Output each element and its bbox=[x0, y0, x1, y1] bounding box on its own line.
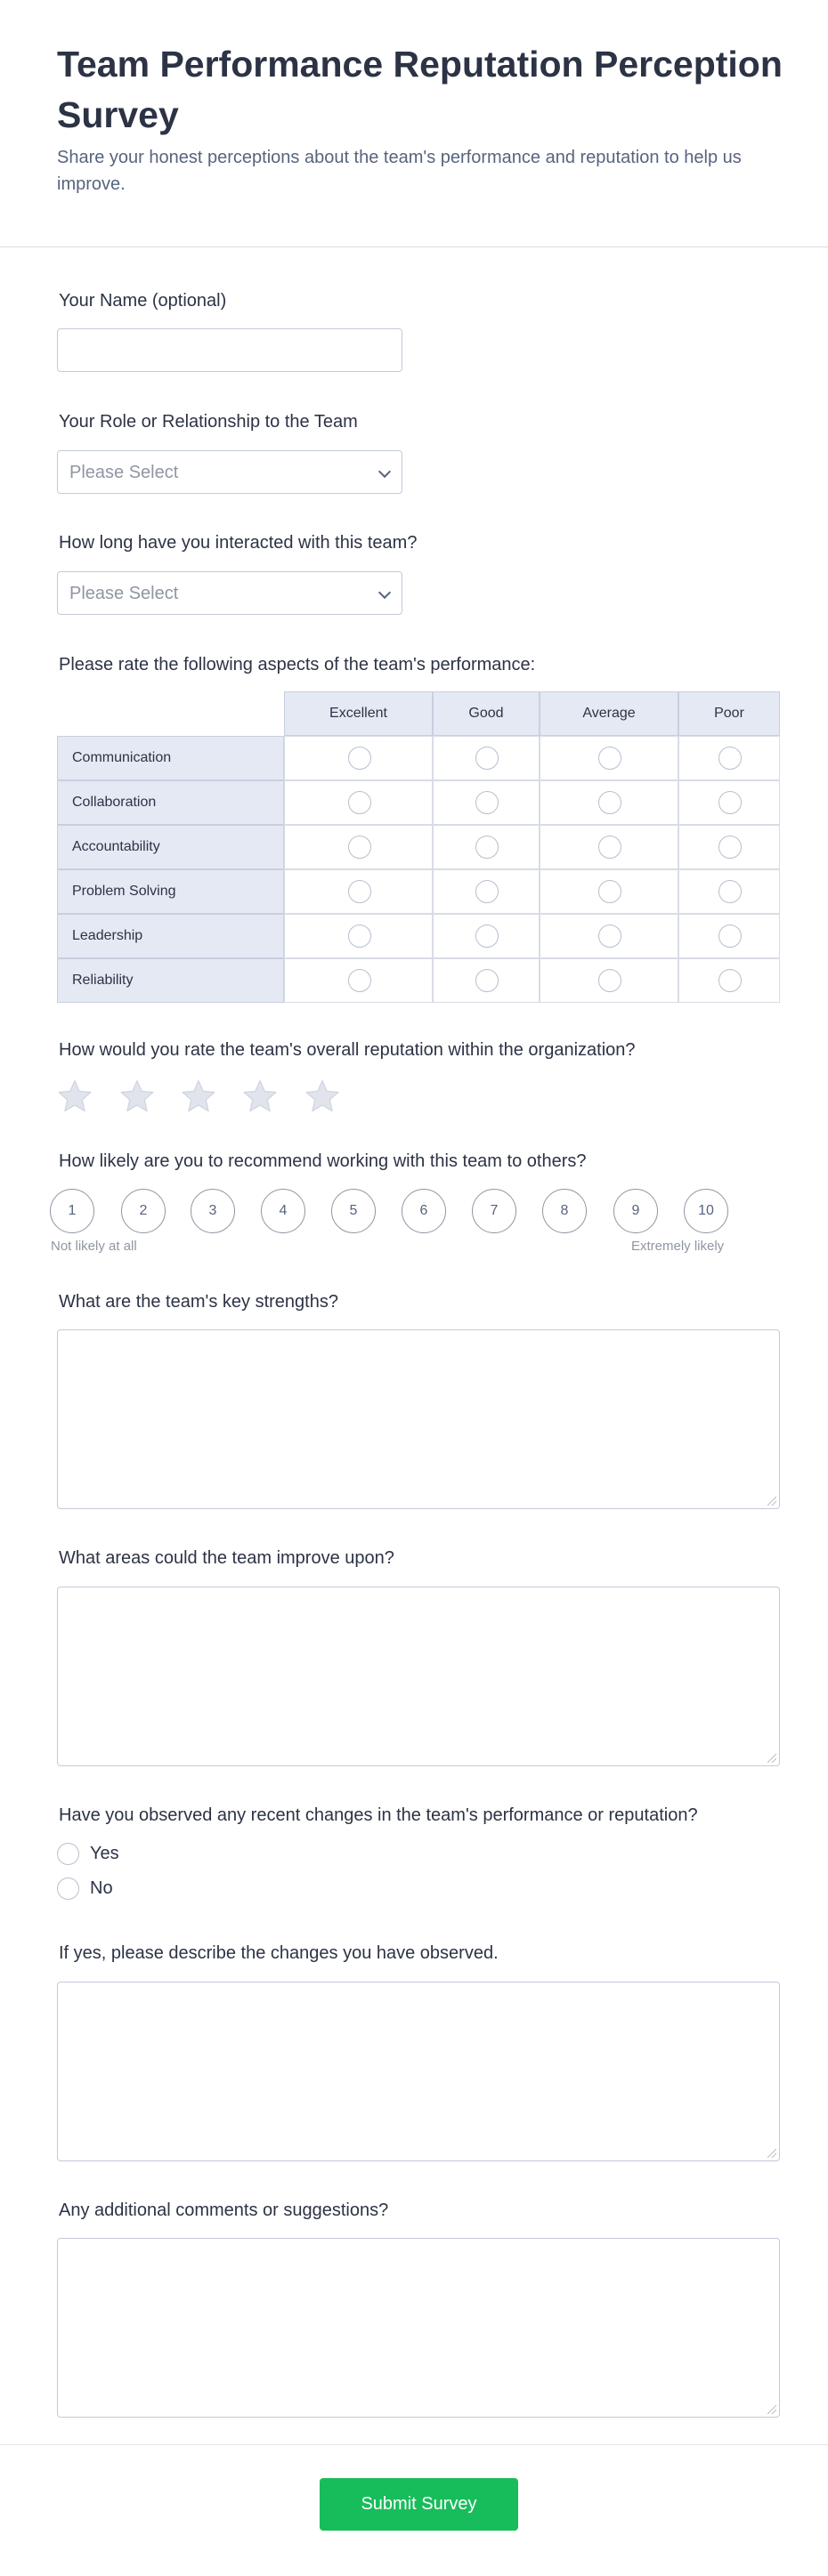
matrix-cell[interactable] bbox=[433, 736, 540, 780]
scale-option[interactable]: 8 bbox=[542, 1189, 587, 1233]
scale-min-hint: Not likely at all bbox=[51, 1239, 137, 1254]
improvements-textarea[interactable] bbox=[57, 1587, 780, 1766]
radio-option-label: Yes bbox=[90, 1844, 119, 1863]
duration-field-label: How long have you interacted with this team? bbox=[59, 533, 418, 553]
matrix-radio-button[interactable] bbox=[348, 880, 371, 903]
matrix-radio-button[interactable] bbox=[598, 880, 621, 903]
matrix-row-label: Problem Solving bbox=[57, 869, 284, 914]
changes-observed-label: Have you observed any recent changes in the team's performance or reputation? bbox=[59, 1805, 698, 1825]
matrix-radio-button[interactable] bbox=[475, 791, 499, 814]
comments-textarea[interactable] bbox=[57, 2238, 780, 2418]
matrix-cell[interactable] bbox=[540, 825, 678, 869]
role-select[interactable] bbox=[57, 450, 402, 494]
rating-matrix bbox=[57, 691, 780, 1001]
matrix-radio-button[interactable] bbox=[598, 747, 621, 770]
page-title: Team Performance Reputation Perception Survey bbox=[57, 44, 783, 135]
matrix-cell[interactable] bbox=[433, 825, 540, 869]
matrix-radio-button[interactable] bbox=[348, 836, 371, 859]
matrix-column-header: Poor bbox=[678, 691, 780, 736]
matrix-radio-button[interactable] bbox=[475, 925, 499, 948]
matrix-radio-button[interactable] bbox=[475, 836, 499, 859]
matrix-radio-button[interactable] bbox=[348, 747, 371, 770]
radio-button[interactable] bbox=[57, 1877, 79, 1900]
matrix-cell[interactable] bbox=[678, 736, 780, 780]
reputation-label: How would you rate the team's overall reputation within the organization? bbox=[59, 1040, 636, 1060]
radio-button[interactable] bbox=[57, 1843, 79, 1865]
matrix-cell[interactable] bbox=[284, 736, 433, 780]
matrix-radio-button[interactable] bbox=[718, 836, 742, 859]
matrix-cell[interactable] bbox=[678, 958, 780, 1003]
star-icon[interactable] bbox=[304, 1079, 340, 1113]
matrix-radio-button[interactable] bbox=[348, 925, 371, 948]
resize-handle-icon[interactable] bbox=[767, 2405, 776, 2414]
matrix-cell[interactable] bbox=[540, 914, 678, 958]
matrix-radio-button[interactable] bbox=[718, 969, 742, 992]
matrix-cell[interactable] bbox=[678, 780, 780, 825]
matrix-radio-button[interactable] bbox=[475, 747, 499, 770]
chevron-down-icon bbox=[378, 465, 391, 478]
matrix-row-label: Collaboration bbox=[57, 780, 284, 825]
scale-option[interactable]: 9 bbox=[613, 1189, 658, 1233]
matrix-cell[interactable] bbox=[433, 869, 540, 914]
resize-handle-icon[interactable] bbox=[767, 1754, 776, 1763]
name-input[interactable] bbox=[57, 328, 402, 372]
chevron-down-icon bbox=[378, 586, 391, 599]
matrix-radio-button[interactable] bbox=[348, 791, 371, 814]
matrix-cell[interactable] bbox=[284, 869, 433, 914]
duration-select[interactable] bbox=[57, 571, 402, 615]
matrix-cell[interactable] bbox=[284, 958, 433, 1003]
changes-description-textarea[interactable] bbox=[57, 1982, 780, 2161]
scale-option[interactable]: 4 bbox=[261, 1189, 305, 1233]
matrix-cell[interactable] bbox=[284, 914, 433, 958]
matrix-column-header: Excellent bbox=[284, 691, 433, 736]
scale-option[interactable]: 3 bbox=[191, 1189, 235, 1233]
star-icon[interactable] bbox=[181, 1079, 216, 1113]
matrix-radio-button[interactable] bbox=[598, 925, 621, 948]
strengths-label: What are the team's key strengths? bbox=[59, 1292, 338, 1312]
improvements-label: What areas could the team improve upon? bbox=[59, 1548, 394, 1568]
matrix-row-label: Accountability bbox=[57, 825, 284, 869]
matrix-cell[interactable] bbox=[540, 869, 678, 914]
star-icon[interactable] bbox=[119, 1079, 155, 1113]
matrix-radio-button[interactable] bbox=[598, 791, 621, 814]
matrix-cell[interactable] bbox=[540, 958, 678, 1003]
matrix-cell[interactable] bbox=[433, 914, 540, 958]
star-icon[interactable] bbox=[242, 1079, 278, 1113]
page-subtitle: Share your honest perceptions about the team's performance and reputation to help us improve. bbox=[57, 148, 742, 194]
matrix-radio-button[interactable] bbox=[718, 925, 742, 948]
matrix-column-header: Average bbox=[540, 691, 678, 736]
scale-max-hint: Extremely likely bbox=[631, 1239, 725, 1254]
matrix-cell[interactable] bbox=[540, 780, 678, 825]
submit-button[interactable]: Submit Survey bbox=[320, 2478, 518, 2531]
resize-handle-icon[interactable] bbox=[767, 2149, 776, 2158]
matrix-radio-button[interactable] bbox=[348, 969, 371, 992]
matrix-radio-button[interactable] bbox=[475, 880, 499, 903]
scale-option[interactable]: 6 bbox=[402, 1189, 446, 1233]
matrix-row-label: Leadership bbox=[57, 914, 284, 958]
matrix-cell[interactable] bbox=[284, 780, 433, 825]
star-icon[interactable] bbox=[57, 1079, 93, 1113]
matrix-row-label: Reliability bbox=[57, 958, 284, 1003]
matrix-cell[interactable] bbox=[433, 958, 540, 1003]
matrix-label: Please rate the following aspects of the team's performance: bbox=[59, 655, 536, 674]
role-select-placeholder: Please Select bbox=[69, 463, 179, 482]
comments-label: Any additional comments or suggestions? bbox=[59, 2201, 389, 2220]
scale-option[interactable]: 5 bbox=[331, 1189, 376, 1233]
scale-option[interactable]: 7 bbox=[472, 1189, 516, 1233]
matrix-cell[interactable] bbox=[540, 736, 678, 780]
matrix-column-header: Good bbox=[433, 691, 540, 736]
radio-option-label: No bbox=[90, 1878, 113, 1898]
matrix-cell[interactable] bbox=[433, 780, 540, 825]
matrix-radio-button[interactable] bbox=[718, 880, 742, 903]
matrix-cell[interactable] bbox=[678, 869, 780, 914]
name-field-label: Your Name (optional) bbox=[59, 291, 227, 311]
strengths-textarea[interactable] bbox=[57, 1329, 780, 1509]
matrix-radio-button[interactable] bbox=[598, 836, 621, 859]
radio-option-no[interactable] bbox=[57, 1877, 113, 1902]
resize-handle-icon[interactable] bbox=[767, 1497, 776, 1506]
survey-header bbox=[0, 0, 828, 247]
changes-description-label: If yes, please describe the changes you have observed. bbox=[59, 1943, 499, 1963]
scale-option[interactable]: 1 bbox=[50, 1189, 94, 1233]
scale-option[interactable]: 10 bbox=[684, 1189, 728, 1233]
scale-option[interactable]: 2 bbox=[121, 1189, 166, 1233]
matrix-row-label: Communication bbox=[57, 736, 284, 780]
matrix-cell[interactable] bbox=[284, 825, 433, 869]
role-field-label: Your Role or Relationship to the Team bbox=[59, 412, 358, 432]
matrix-cell[interactable] bbox=[678, 914, 780, 958]
radio-option-yes[interactable] bbox=[57, 1843, 119, 1868]
recommend-label: How likely are you to recommend working with this team to others? bbox=[59, 1151, 587, 1171]
duration-select-placeholder: Please Select bbox=[69, 584, 179, 603]
matrix-radio-button[interactable] bbox=[718, 791, 742, 814]
matrix-radio-button[interactable] bbox=[598, 969, 621, 992]
matrix-cell[interactable] bbox=[678, 825, 780, 869]
matrix-radio-button[interactable] bbox=[718, 747, 742, 770]
matrix-radio-button[interactable] bbox=[475, 969, 499, 992]
